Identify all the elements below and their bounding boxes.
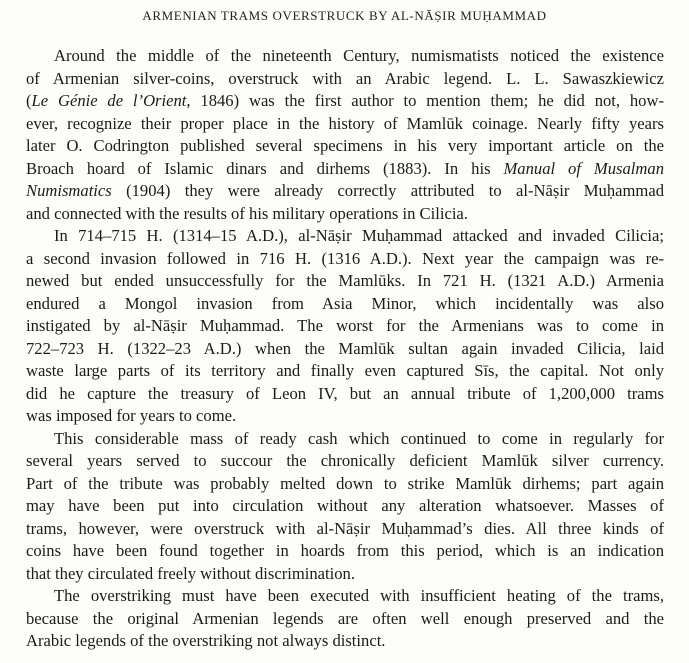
running-head: ARMENIAN TRAMS OVERSTRUCK BY AL-NĀṢIR MUḤAMMAD xyxy=(142,8,547,23)
paragraph xyxy=(26,225,664,428)
text-line xyxy=(26,540,664,563)
text-line xyxy=(26,518,664,541)
text-segment: 722–723 H. (1322–23 A.D.) when the Mamlūk sultan again invaded Cilicia, laid xyxy=(26,338,664,358)
text-line xyxy=(26,225,664,248)
text-line xyxy=(26,495,664,518)
text-line xyxy=(26,180,664,203)
text-segment: coins have been found together in hoards from this period, which is an indication xyxy=(26,541,664,560)
text-segment: may have been put into circulation without any alteration whatsoever. Masses of xyxy=(26,496,664,515)
text-line xyxy=(26,90,664,113)
italic-title: Numismatics xyxy=(26,181,112,200)
italic-title: Le Génie de l’Orient xyxy=(31,91,187,110)
text-line xyxy=(26,585,664,608)
text-line xyxy=(26,68,664,91)
text-segment: This considerable mass of ready cash which continued to come in regularly for xyxy=(54,428,664,448)
text-segment: several years served to succour the chronically deficient Mamlūk silver currency. xyxy=(26,451,664,470)
text-line xyxy=(26,405,664,428)
text-line xyxy=(26,428,664,451)
body-text xyxy=(26,45,664,653)
paragraph xyxy=(26,428,664,586)
text-segment: because the original Armenian legends are often well enough preserved and the xyxy=(26,608,664,628)
text-segment: Around the middle of the nineteenth Century, numismatists noticed the existence xyxy=(54,46,664,65)
text-line xyxy=(26,608,664,631)
text-line xyxy=(26,293,664,316)
paragraph xyxy=(26,585,664,653)
text-line xyxy=(26,45,664,68)
text-segment: Arabic legends of the overstriking not always distinct. xyxy=(26,631,386,650)
text-line xyxy=(26,360,664,383)
text-line xyxy=(26,203,664,226)
text-line xyxy=(26,158,664,181)
paragraph xyxy=(26,45,664,225)
text-segment: ( xyxy=(26,91,32,110)
text-line xyxy=(26,270,664,293)
text-segment: newed but ended unsuccessfully for the Mamlūks. In 721 H. (1321 A.D.) Armenia xyxy=(26,271,664,290)
text-segment: and connected with the results of his military operations in Cilicia. xyxy=(26,203,468,223)
text-segment: Broach hoard of Islamic dinars and dirhems (1883). In his xyxy=(26,158,504,178)
text-segment: In 714–715 H. (1314–15 A.D.), al-Nāṣir Muḥammad attacked and invaded Cilicia; xyxy=(54,226,664,245)
text-segment: ever, recognize their proper place in the history of Mamlūk coinage. Nearly fifty years xyxy=(26,113,664,133)
text-segment: that they circulated freely without discrimination. xyxy=(26,563,356,583)
text-segment: , 1846) was the first author to mention them; he did not, how- xyxy=(186,91,664,110)
text-line xyxy=(26,383,664,406)
text-segment: waste large parts of its territory and finally even captured Sīs, the capital. Not only xyxy=(26,361,664,380)
text-segment: endured a Mongol invasion from Asia Minor, which incidentally was also xyxy=(26,293,664,313)
text-line xyxy=(26,630,664,653)
text-segment: later O. Codrington published several specimens in his very important article on the xyxy=(26,136,664,155)
text-segment: did he capture the treasury of Leon IV, but an annual tribute of 1,200,000 trams xyxy=(26,383,664,403)
text-segment: (1904) they were already correctly attributed to al-Nāṣir Muḥammad xyxy=(111,181,664,200)
text-segment: trams, however, were overstruck with al-Nāṣir Muḥammad’s dies. All three kinds of xyxy=(26,518,664,538)
text-line xyxy=(26,450,664,473)
text-line xyxy=(26,113,664,136)
text-line xyxy=(26,315,664,338)
text-line xyxy=(26,248,664,271)
text-line xyxy=(26,563,664,586)
text-segment: a second invasion followed in 716 H. (1316 A.D.). Next year the campaign was re- xyxy=(26,248,664,268)
text-line xyxy=(26,338,664,361)
text-line xyxy=(26,473,664,496)
text-segment: instigated by al-Nāṣir Muḥammad. The worst for the Armenians was to come in xyxy=(26,316,664,335)
text-segment: of Armenian silver-coins, overstruck with an Arabic legend. L. L. Sawaszkiewicz xyxy=(26,68,664,88)
text-segment: The overstriking must have been executed with insufficient heating of the trams, xyxy=(54,586,664,605)
text-segment: was imposed for years to come. xyxy=(26,406,237,425)
italic-title: Manual of Musalman xyxy=(503,158,664,178)
text-line xyxy=(26,135,664,158)
text-segment: Part of the tribute was probably melted down to strike Mamlūk dirhems; part again xyxy=(26,473,664,493)
